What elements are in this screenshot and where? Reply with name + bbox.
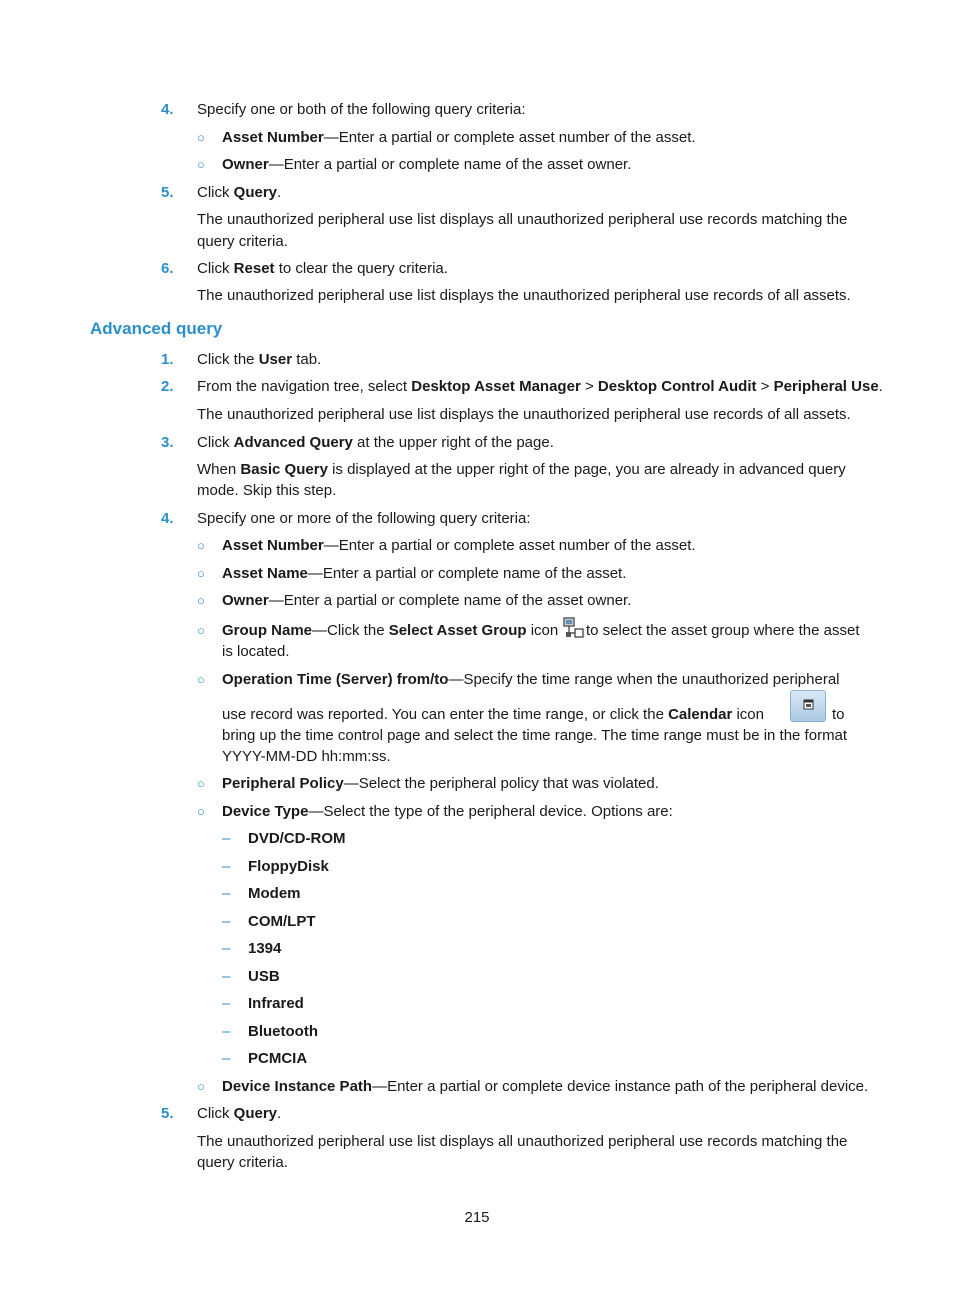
dash-bullet: –: [222, 940, 231, 957]
step-description: query criteria.: [197, 233, 288, 250]
step-description: The unauthorized peripheral use list displays the unauthorized peripheral use records of all assets.: [197, 406, 851, 423]
criterion-item: Device Type—Select the type of the peripheral device. Options are:: [222, 803, 673, 820]
step-text: Click Query.: [197, 184, 282, 201]
step-number: 3.: [161, 434, 174, 451]
device-type-option: FloppyDisk: [248, 858, 329, 875]
step-text: Click the User tab.: [197, 351, 322, 368]
bullet: ○: [197, 593, 205, 608]
device-type-option: PCMCIA: [248, 1050, 308, 1067]
dash-bullet: –: [222, 913, 231, 930]
step-description: The unauthorized peripheral use list displays all unauthorized peripheral use records matching the: [197, 1133, 848, 1150]
criterion-item-cont: to: [832, 706, 845, 723]
step-text: Click Query.: [197, 1105, 282, 1122]
criterion-item: Peripheral Policy—Select the peripheral policy that was violated.: [222, 775, 659, 792]
select-asset-group-icon: [563, 617, 585, 639]
bullet: ○: [197, 130, 205, 145]
step-description: The unauthorized peripheral use list displays all unauthorized peripheral use records matching the: [197, 211, 848, 228]
device-type-option: COM/LPT: [248, 913, 316, 930]
calendar-icon: [790, 690, 826, 722]
criterion-item-cont: bring up the time control page and select the time range. The time range must be in the format: [222, 727, 848, 744]
section-heading: Advanced query: [90, 319, 223, 338]
step-text: Click Advanced Query at the upper right of the page.: [197, 434, 554, 451]
dash-bullet: –: [222, 995, 231, 1012]
bullet: ○: [197, 623, 205, 638]
criterion-item: Asset Number—Enter a partial or complete asset number of the asset.: [222, 537, 696, 554]
step-description: query criteria.: [197, 1154, 288, 1171]
bullet: ○: [197, 538, 205, 553]
step-description: mode. Skip this step.: [197, 482, 337, 499]
device-type-option: USB: [248, 968, 280, 985]
dash-bullet: –: [222, 968, 231, 985]
bullet: ○: [197, 157, 205, 172]
criterion-item: Asset Name—Enter a partial or complete name of the asset.: [222, 565, 627, 582]
device-type-option: 1394: [248, 940, 282, 957]
step-text: Click Reset to clear the query criteria.: [197, 260, 448, 277]
criterion-item: Owner—Enter a partial or complete name of the asset owner.: [222, 156, 632, 173]
criterion-item-cont: YYYY-MM-DD hh:mm:ss.: [222, 748, 391, 765]
criterion-item: Device Instance Path—Enter a partial or complete device instance path of the peripheral device.: [222, 1078, 869, 1095]
page-number: 215: [464, 1209, 490, 1226]
step-number: 4.: [161, 101, 174, 118]
step-number: 5.: [161, 1105, 174, 1122]
bullet: ○: [197, 776, 205, 791]
step-number: 5.: [161, 184, 174, 201]
bullet: ○: [197, 804, 205, 819]
step-text: From the navigation tree, select Desktop Asset Manager > Desktop Control Audit > Peripheral Use.: [197, 378, 883, 395]
step-number: 4.: [161, 510, 174, 527]
criterion-item: Asset Number—Enter a partial or complete asset number of the asset.: [222, 129, 696, 146]
step-number: 1.: [161, 351, 174, 368]
criterion-item: Owner—Enter a partial or complete name of the asset owner.: [222, 592, 632, 609]
device-type-option: DVD/CD-ROM: [248, 830, 346, 847]
criterion-item-cont: use record was reported. You can enter the time range, or click the Calendar icon: [222, 706, 764, 723]
step-text: Specify one or both of the following query criteria:: [197, 101, 526, 118]
bullet: ○: [197, 566, 205, 581]
device-type-option: Infrared: [248, 995, 304, 1012]
dash-bullet: –: [222, 885, 231, 902]
step-number: 2.: [161, 378, 174, 395]
step-text: Specify one or more of the following query criteria:: [197, 510, 531, 527]
step-description: When Basic Query is displayed at the upper right of the page, you are already in advanced query: [197, 461, 846, 478]
dash-bullet: –: [222, 1023, 231, 1040]
dash-bullet: –: [222, 830, 231, 847]
bullet: ○: [197, 672, 205, 687]
device-type-option: Bluetooth: [248, 1023, 318, 1040]
criterion-item: Operation Time (Server) from/to—Specify the time range when the unauthorized peripheral: [222, 671, 840, 688]
criterion-item: Group Name—Click the Select Asset Group icon: [222, 622, 559, 639]
criterion-item-cont: to select the asset group where the asset: [586, 622, 860, 639]
bullet: ○: [197, 1079, 205, 1094]
dash-bullet: –: [222, 858, 231, 875]
criterion-item-cont: is located.: [222, 643, 290, 660]
device-type-option: Modem: [248, 885, 301, 902]
step-description: The unauthorized peripheral use list displays the unauthorized peripheral use records of all assets.: [197, 287, 851, 304]
dash-bullet: –: [222, 1050, 231, 1067]
step-number: 6.: [161, 260, 174, 277]
